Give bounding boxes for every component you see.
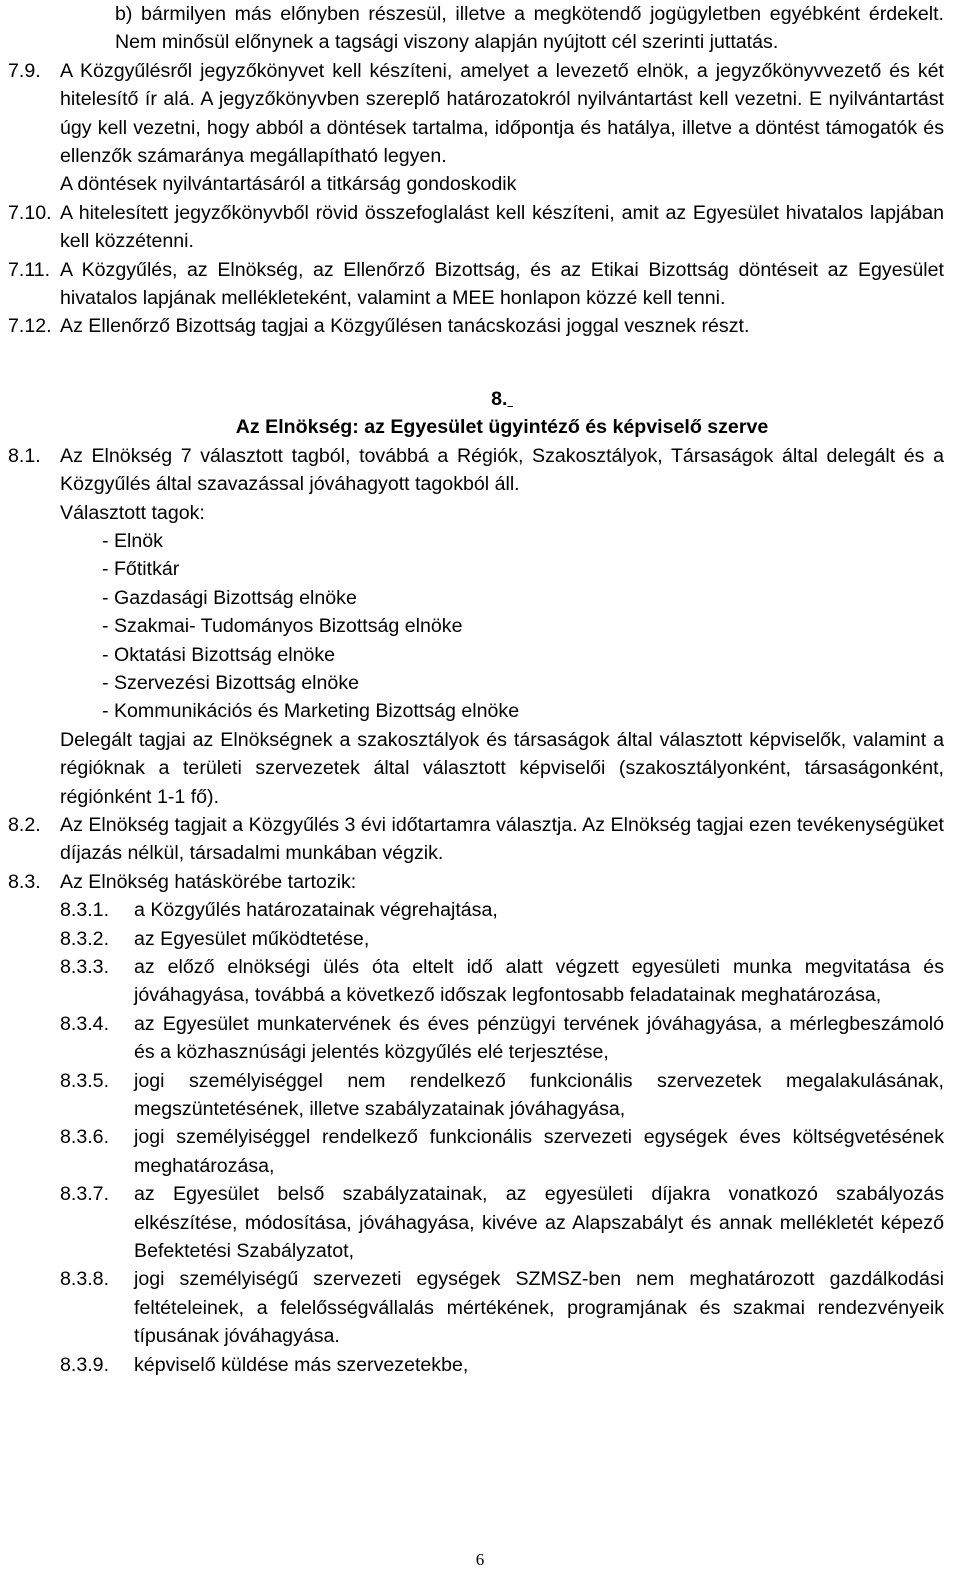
delegated-row xyxy=(0,726,960,811)
list-item: - Gazdasági Bizottság elnöke xyxy=(102,586,357,609)
list-item: - Főtitkár xyxy=(102,558,180,581)
item-number: 8.2. xyxy=(8,813,41,836)
subitem-8-3-6 xyxy=(0,1123,960,1180)
item-8-2 xyxy=(0,811,960,868)
item-7-9-note xyxy=(0,170,960,198)
subitem-text: a Közgyűlés határozatainak végrehajtása, xyxy=(134,899,498,922)
subitem-8-3-1 xyxy=(0,896,960,924)
subitem-number: 8.3.6. xyxy=(60,1126,110,1149)
item-text: Az Ellenőrző Bizottság tagjai a Közgyűlésen tanácskozási joggal vesznek részt. xyxy=(60,315,750,338)
list-item: - Oktatási Bizottság elnöke xyxy=(102,643,336,666)
subitem-text: jogi személyiséggel nem rendelkező funkcionális szervezetek megalakulásának, megszüntetésének, illetve szabályzatainak jóváhagyása, xyxy=(134,1069,944,1121)
item-number: 7.9. xyxy=(8,59,41,82)
item-7-12 xyxy=(0,312,960,340)
subitem-number: 8.3.1. xyxy=(60,899,110,922)
subitem-text: jogi személyiséggel rendelkező funkcionális szervezeti egységek éves költségvetésének meghatározása, xyxy=(134,1126,944,1177)
item-8-1 xyxy=(0,442,960,499)
subitem-8-3-2 xyxy=(0,925,960,953)
item-number: 7.12. xyxy=(8,315,52,338)
subitem-8-3-9 xyxy=(0,1351,960,1379)
spacer xyxy=(0,341,960,385)
delegated-text: Delegált tagjai az Elnökségnek a szakosztályok és társaságok által választott képviselők, valamint a régióknak a területi szervezetek által választott képviselői (szakosztályonként, társaságonként, régiónként 1-1 fő). xyxy=(60,728,944,808)
item-b xyxy=(0,0,960,57)
subitem-text: jogi személyiségű szervezeti egységek SZMSZ-ben nem meghatározott gazdálkodási feltételeinek, a felelősségvállalás mértékének, programjának és szakmai rendezvényeik típusának jóváhagyása. xyxy=(134,1268,944,1348)
list-item: - Szakmai- Tudományos Bizottság elnöke xyxy=(102,615,463,638)
section-number-text: 8. xyxy=(491,387,508,410)
subitem-text: képviselő küldése más szervezetekbe, xyxy=(134,1353,469,1376)
subitem-number: 8.3.7. xyxy=(60,1183,110,1206)
item-7-10 xyxy=(0,199,960,256)
item-b-text: b) bármilyen más előnyben részesül, illetve a megkötendő jogügyletben egyébként érdekelt. Nem minősül előnynek a tagsági viszony alapján nyújtott cél szerinti juttatás. xyxy=(115,3,944,54)
list-item: - Szervezési Bizottság elnöke xyxy=(102,671,360,694)
subitem-number: 8.3.8. xyxy=(60,1268,110,1291)
subitem-text: az Egyesület működtetése, xyxy=(134,927,370,950)
subitem-text: az Egyesület belső szabályzatainak, az egyesületi díjakra vonatkozó szabályozás elkészítése, módosítása, jóváhagyása, kivéve az Alapszabályt és annak mellékletét képező Befektetési Szabályzatot, xyxy=(134,1183,944,1263)
subitem-number: 8.3.2. xyxy=(60,927,110,950)
list-item: - Elnök xyxy=(102,529,163,552)
item-text: A Közgyűlésről jegyzőkönyvet kell készíteni, amelyet a levezető elnök, a jegyzőkönyvvezető és két hitelesítő ír alá. A jegyzőkönyvben szereplő határozatokról nyilvántartást kell vezetni. E nyilvántartást úgy kell vezetni, hogy abból a döntések tartalma, időpontja és hatálya, illetve a döntést támogatók és ellenzők számaránya megállapítható legyen. xyxy=(60,59,944,168)
item-text: Az Elnökség hatáskörébe tartozik: xyxy=(60,870,357,893)
item-text: Az Elnökség tagjait a Közgyűlés 3 évi időtartamra választja. Az Elnökség tagjai ezen tevékenységüket díjazás nélkül, társadalmi munkában végzik. xyxy=(60,813,944,865)
item-text: A döntések nyilvántartásáról a titkárság gondoskodik xyxy=(60,173,517,196)
item-number: 7.10. xyxy=(8,201,52,224)
list-item: - Kommunikációs és Marketing Bizottság elnöke xyxy=(102,700,520,723)
section-number xyxy=(60,385,944,413)
elected-label: Választott tagok: xyxy=(60,501,205,524)
subitem-text: az előző elnökségi ülés óta eltelt idő alatt végzett egyesületi munka megvitatása és jóváhagyása, továbbá a következő időszak legfontosabb feladatainak meghatározása, xyxy=(134,956,944,1007)
item-text: A Közgyűlés, az Elnökség, az Ellenőrző Bizottság, és az Etikai Bizottság döntéseit az Egyesület hivatalos lapjának mellékleteként, valamint a MEE honlapon közzé kell tenni. xyxy=(60,258,944,310)
elected-label-row xyxy=(0,499,960,527)
item-number: 8.1. xyxy=(8,444,41,467)
item-7-11 xyxy=(0,256,960,313)
subitem-8-3-8 xyxy=(0,1265,960,1350)
item-number: 8.3. xyxy=(8,870,41,893)
subitem-number: 8.3.5. xyxy=(60,1069,110,1092)
subitem-text: az Egyesület munkatervének és éves pénzügyi tervének jóváhagyása, a mérlegbeszámoló és a közhasznúsági jelentés közgyűlés elé terjesztése, xyxy=(134,1012,944,1064)
item-text: Az Elnökség 7 választott tagból, továbbá a Régiók, Szakosztályok, Társaságok által delegált és a Közgyűlés által szavazással jóváhagyott tagokból áll. xyxy=(60,444,944,496)
subitem-8-3-5 xyxy=(0,1067,960,1124)
subitem-number: 8.3.3. xyxy=(60,956,110,978)
item-text: A hitelesített jegyzőkönyvből rövid összefoglalást kell készíteni, amit az Egyesület hivatalos lapjában kell közzétenni. xyxy=(60,201,944,253)
item-number: 7.11. xyxy=(8,258,51,281)
item-7-9 xyxy=(0,57,960,171)
subitem-number: 8.3.4. xyxy=(60,1012,110,1035)
subitem-number: 8.3.9. xyxy=(60,1353,110,1376)
subitem-8-3-7 xyxy=(0,1180,960,1265)
section-title: Az Elnökség: az Egyesület ügyintéző és képviselő szerve xyxy=(235,416,769,439)
subitem-8-3-3 xyxy=(0,953,960,1010)
item-8-3 xyxy=(0,868,960,896)
page-number: 6 xyxy=(475,1550,485,1569)
member-list xyxy=(102,527,960,726)
subitem-8-3-4 xyxy=(0,1010,960,1067)
